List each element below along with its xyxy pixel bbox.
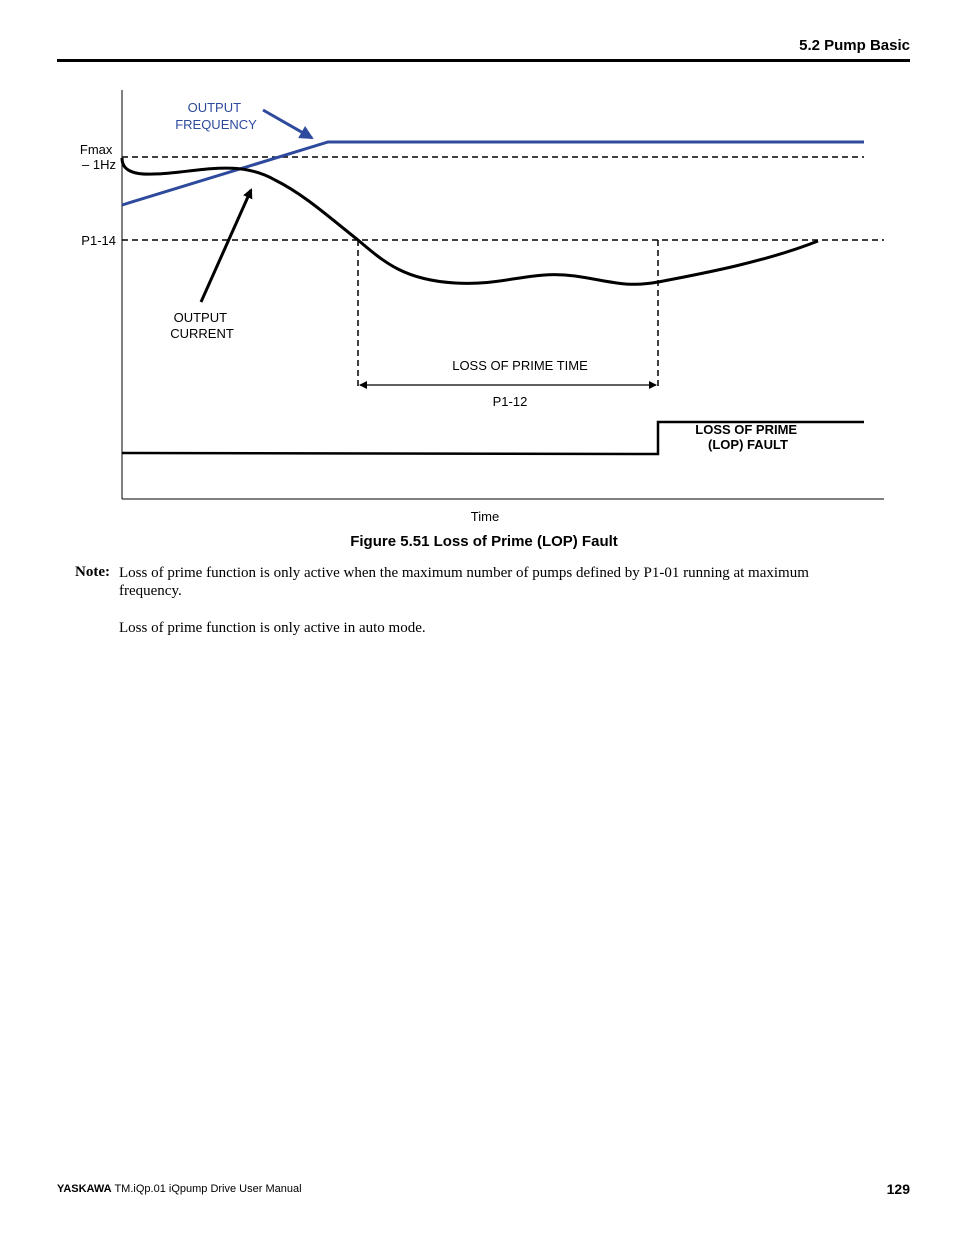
note-text-1: Loss of prime function is only active when the maximum number of pumps defined by P1-01 running at maximum frequency. xyxy=(119,565,809,599)
lop-fault-label xyxy=(695,422,800,452)
output-current-label-line1: OUTPUT xyxy=(173,310,227,325)
output-frequency-line xyxy=(122,142,864,205)
output-current-label-line2: CURRENT xyxy=(170,326,234,341)
output-current-callout-arrow xyxy=(201,190,251,302)
figure-caption: Figure 5.51 Loss of Prime (LOP) Fault xyxy=(350,533,618,550)
output-frequency-label-line2: FREQUENCY xyxy=(175,117,257,132)
fmax-label-line2: – 1Hz xyxy=(82,157,116,172)
note-text-2: Loss of prime function is only active in auto mode. xyxy=(119,620,426,636)
output-frequency-callout-arrow xyxy=(263,110,312,138)
page-number: 129 xyxy=(886,1181,910,1197)
x-axis-label: Time xyxy=(470,509,500,524)
note-label: Note: xyxy=(75,564,110,580)
output-current-curve xyxy=(122,158,818,284)
lop-fault-label-line2: (LOP) FAULT xyxy=(708,437,788,452)
loss-of-prime-diagram xyxy=(0,0,954,530)
section-title: 5.2 Pump Basic xyxy=(799,37,910,54)
fmax-label-line1: Fmax xyxy=(79,142,113,157)
loss-of-prime-time-label: LOSS OF PRIME TIME xyxy=(452,358,588,373)
footer-manual-title xyxy=(57,1183,302,1195)
fmax-label xyxy=(80,142,116,172)
output-frequency-label xyxy=(175,100,257,132)
p1-12-label: P1-12 xyxy=(492,394,528,409)
footer-brand: YASKAWA xyxy=(57,1183,112,1195)
footer-manual: TM.iQp.01 iQpump Drive User Manual xyxy=(111,1183,302,1195)
output-current-label xyxy=(170,310,234,341)
lop-fault-label-line1: LOSS OF PRIME xyxy=(695,422,798,437)
p1-14-label: P1-14 xyxy=(81,233,116,248)
output-frequency-label-line1: OUTPUT xyxy=(187,100,241,115)
